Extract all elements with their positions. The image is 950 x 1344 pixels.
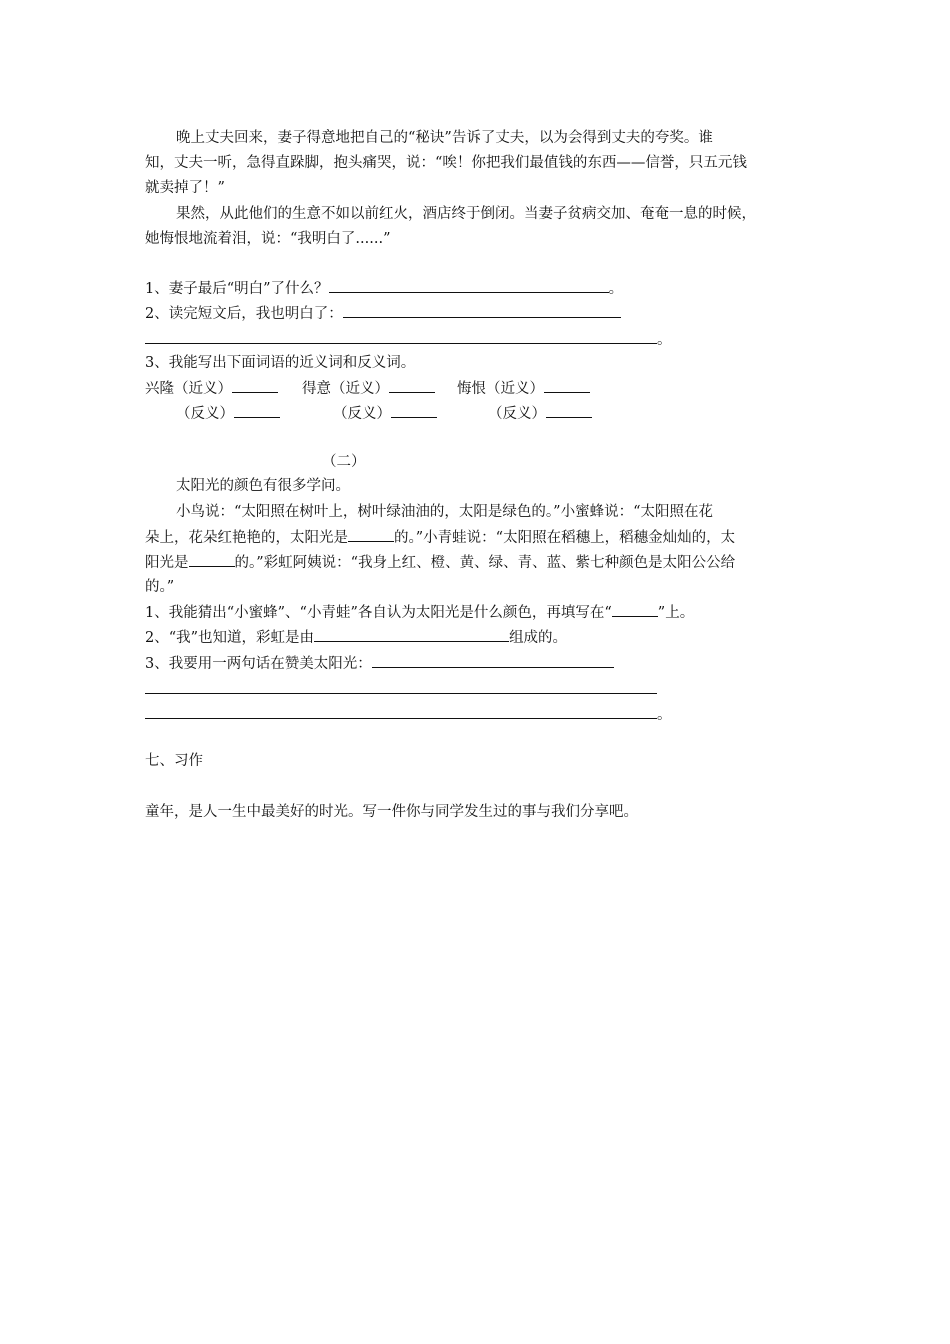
text-segment: 阳光是 xyxy=(145,555,189,571)
word-item xyxy=(176,403,280,424)
answer-line xyxy=(145,679,657,700)
question-text: ”上。 xyxy=(657,605,695,621)
question-3 xyxy=(145,653,614,674)
question-2 xyxy=(145,627,567,648)
answer-blank[interactable] xyxy=(612,602,658,617)
answer-blank[interactable] xyxy=(372,653,614,668)
text-segment: 朵上，花朵红艳艳的，太阳光是 xyxy=(145,530,348,546)
answer-blank[interactable] xyxy=(145,679,657,694)
question-text: 1、我能猜出“小蜜蜂”、“小青蛙”各自认为太阳光是什么颜色，再填写在“ xyxy=(145,605,612,621)
text-segment: 的。”小青蛙说：“太阳照在稻穗上，稻穗金灿灿的，太 xyxy=(394,530,736,546)
writing-prompt: 童年，是人一生中最美好的时光。写一件你与同学发生过的事与我们分享吧。 xyxy=(145,804,638,820)
passage-line: 果然，从此他们的生意不如以前红火，酒店终于倒闭。当妻子贫病交加、奄奄一息的时候， xyxy=(176,206,756,222)
word-item xyxy=(302,378,435,399)
answer-blank[interactable] xyxy=(234,403,280,418)
word-item xyxy=(333,403,437,424)
passage-line: 她悔恨地流着泪，说：“我明白了......” xyxy=(145,231,391,247)
punctuation: 。 xyxy=(657,332,672,348)
question-1 xyxy=(145,278,623,299)
question-text: 2、“我”也知道，彩虹是由 xyxy=(145,630,315,646)
answer-blank[interactable] xyxy=(389,378,435,393)
passage-line xyxy=(145,552,735,573)
question-2 xyxy=(145,303,621,324)
passage-line: 就卖掉了！” xyxy=(145,180,225,196)
answer-blank[interactable] xyxy=(145,704,657,719)
answer-blank[interactable] xyxy=(348,527,394,542)
word-label: 悔恨（近义） xyxy=(457,381,544,397)
word-label: 得意（近义） xyxy=(302,381,389,397)
passage-line xyxy=(145,527,735,548)
section-heading: 七、习作 xyxy=(145,753,203,769)
question-text: 1、妻子最后“明白”了什么？ xyxy=(145,281,329,297)
answer-blank[interactable] xyxy=(314,627,509,642)
question-text: 3、我要用一两句话在赞美太阳光： xyxy=(145,656,372,672)
punctuation: 。 xyxy=(608,281,624,297)
passage-line: 小鸟说：“太阳照在树叶上，树叶绿油油的，太阳是绿色的。”小蜜蜂说：“太阳照在花 xyxy=(176,504,713,520)
answer-blank[interactable] xyxy=(391,403,437,418)
question-2-continued xyxy=(145,329,672,350)
punctuation: 。 xyxy=(657,707,672,723)
answer-blank[interactable] xyxy=(189,552,235,567)
section-heading: （二） xyxy=(322,454,366,470)
word-item xyxy=(488,403,592,424)
passage-line: 太阳光的颜色有很多学问。 xyxy=(176,478,350,494)
word-label: 兴隆（近义） xyxy=(145,381,232,397)
answer-blank[interactable] xyxy=(232,378,278,393)
passage-line: 晚上丈夫回来，妻子得意地把自己的“秘诀”告诉了丈夫，以为会得到丈夫的夸奖。谁 xyxy=(176,130,713,146)
question-1 xyxy=(145,602,694,623)
answer-blank[interactable] xyxy=(544,378,590,393)
text-segment: 的。”彩虹阿姨说：“我身上红、橙、黄、绿、青、蓝、紫七种颜色是太阳公公给 xyxy=(234,555,736,571)
question-text: 组成的。 xyxy=(509,630,568,646)
passage-line: 知，丈夫一听，急得直跺脚，抱头痛哭，说：“唉！你把我们最值钱的东西——信誉，只五元钱 xyxy=(145,155,747,171)
answer-blank[interactable] xyxy=(145,329,657,344)
word-label: （反义） xyxy=(176,406,234,422)
answer-line xyxy=(145,704,672,725)
question-text: 2、读完短文后，我也明白了： xyxy=(145,306,343,322)
word-label: （反义） xyxy=(488,406,546,422)
question-3: 3、我能写出下面词语的近义词和反义词。 xyxy=(145,355,416,371)
answer-blank[interactable] xyxy=(546,403,592,418)
word-item xyxy=(145,378,278,399)
answer-blank[interactable] xyxy=(329,278,609,293)
word-label: （反义） xyxy=(333,406,391,422)
passage-line: 的。” xyxy=(145,579,175,595)
word-item xyxy=(457,378,590,399)
answer-blank[interactable] xyxy=(343,303,621,318)
